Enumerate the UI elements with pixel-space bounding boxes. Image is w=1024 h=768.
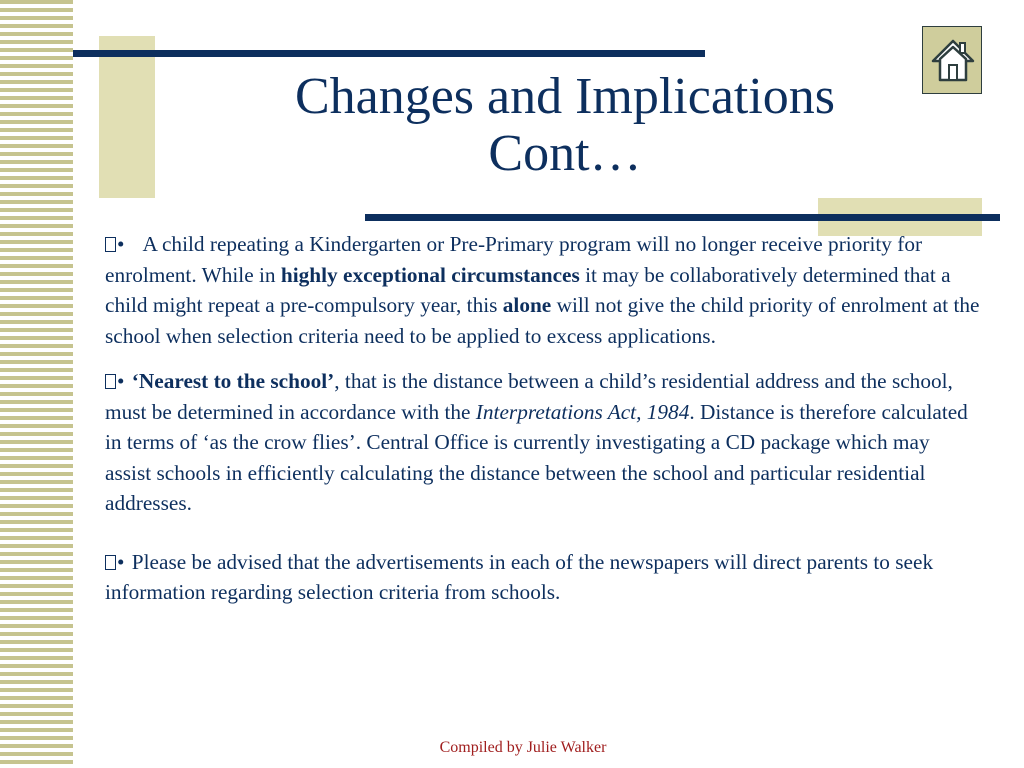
- paragraph-advertisements: [105, 547, 980, 608]
- home-button[interactable]: [922, 26, 982, 94]
- footer-credit: Compiled by Julie Walker: [439, 739, 607, 756]
- missing-glyph-box: [105, 555, 116, 570]
- paragraph-1-lead: A child repeating a Kindergarten or Pre-Primary program will no longer receive priority for enrolment. While in: [105, 232, 923, 287]
- paragraph-1-emphasis-circumstances: highly exceptional circumstances: [280, 262, 580, 287]
- title-line-2: Cont…: [488, 125, 642, 182]
- paragraph-2-emphasis-nearest: ‘Nearest to the school’: [131, 369, 335, 393]
- bullet-glyph: •: [117, 549, 125, 574]
- missing-glyph-box: [105, 374, 116, 389]
- missing-glyph-box: [105, 237, 116, 252]
- paragraph-2-text-2: . Distance is therefore calculated in terms of ‘as the crow flies’. Central Office is currently investigating a CD package which may assist schools in efficiently calculating the distance between the school and particular residential addresses.: [105, 399, 968, 515]
- paragraph-nearest-to-school: [105, 366, 980, 519]
- paragraph-2-act-title: Interpretations Act, 1984: [475, 399, 690, 424]
- bullet-glyph: •: [117, 232, 125, 256]
- paragraph-2-text-1: , that is the distance between a child’s residential address and the school, must be determined in accordance with the: [105, 369, 953, 424]
- slide-title: [200, 68, 930, 182]
- title-line-1: Changes and Implications: [294, 68, 836, 125]
- paragraph-repeating-kindergarten: [105, 229, 980, 351]
- paragraph-1-middle: it may be collaboratively determined that a child might repeat a pre-compulsory year, this: [105, 262, 951, 317]
- decorative-line-bottom: [365, 214, 1000, 221]
- decorative-stripes: [0, 0, 73, 768]
- decorative-block-left: [99, 36, 155, 198]
- home-icon: [929, 37, 977, 83]
- paragraph-3-text: Please be advised that the advertisements in each of the newspapers will direct parents to seek information regarding selection criteria from schools.: [105, 549, 934, 604]
- paragraph-1-tail: will not give the child priority of enrolment at the school when selection criteria need to be applied to excess applications.: [105, 293, 980, 348]
- slide-body: [105, 229, 980, 608]
- bullet-glyph: •: [117, 369, 125, 393]
- decorative-line-top: [73, 50, 705, 57]
- paragraph-1-emphasis-alone: alone: [502, 293, 552, 317]
